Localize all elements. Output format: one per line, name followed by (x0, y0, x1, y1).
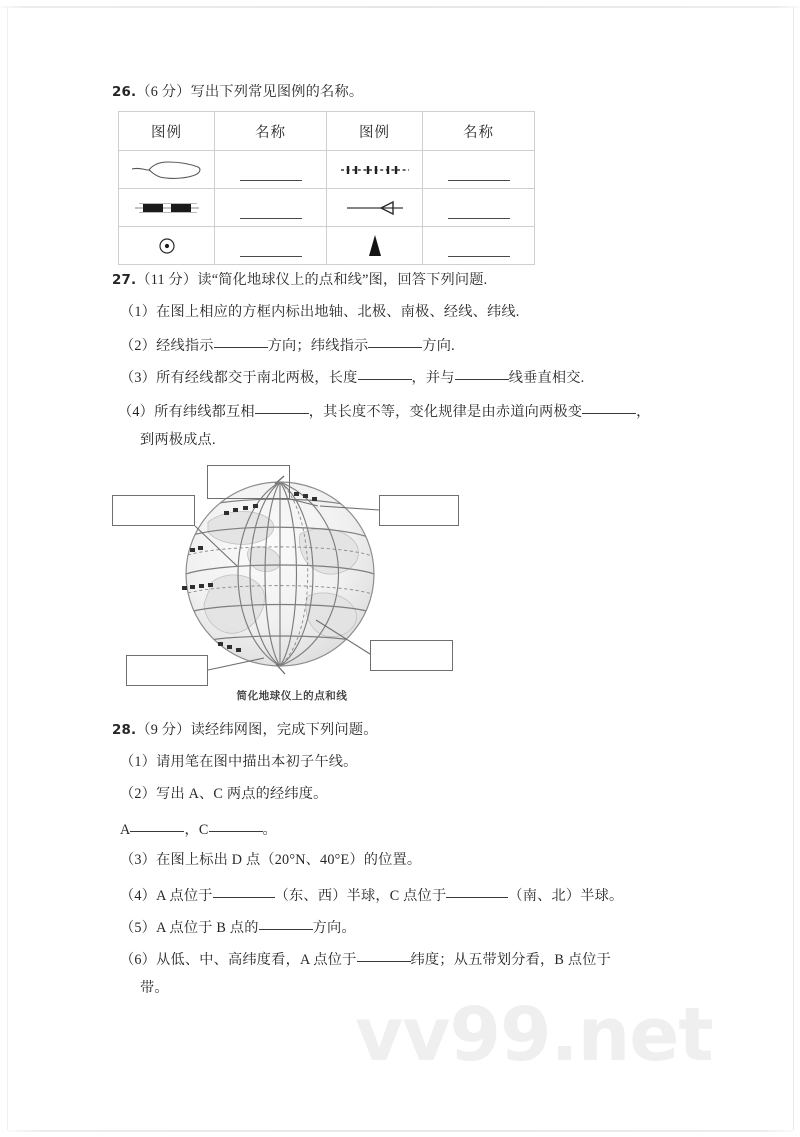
item-label: （6） (120, 952, 157, 968)
answer-blank-cell[interactable] (215, 227, 327, 265)
point-a-label: A (120, 822, 131, 838)
bridge-or-dam-icon (119, 189, 215, 227)
question-27-item-4-cont (140, 432, 216, 449)
railway-line-icon (327, 151, 423, 189)
legend-symbols-table (118, 111, 535, 265)
label-box-latitude[interactable] (370, 640, 453, 671)
answer-blank[interactable] (582, 400, 636, 414)
question-28-item-2 (120, 786, 328, 803)
table-row (119, 227, 535, 265)
question-27-item-3 (120, 366, 584, 387)
page-edge-bottom (7, 1130, 794, 1132)
item-text-mid: 方向；纬线指示 (267, 338, 369, 354)
question-27-number: 27 (112, 273, 132, 288)
item-text-pre: 所有经线都交于南北两极，长度 (156, 370, 358, 386)
city-dot-icon (119, 227, 215, 265)
item-text-pre: A 点位于 B 点的 (156, 920, 259, 936)
page-edge-left (7, 6, 8, 1131)
answer-blank[interactable] (255, 400, 309, 414)
item-text-post: 方向。 (312, 920, 356, 936)
item-text-pre: 经线指示 (156, 338, 214, 354)
label-box-south-pole[interactable] (126, 655, 208, 686)
question-28-item-1 (120, 754, 358, 771)
question-28-prompt: 读经纬网图，完成下列问题。 (190, 722, 378, 738)
item-text-post: 线垂直相交. (508, 370, 585, 386)
item-label: （2） (120, 338, 157, 354)
river-flow-arrow-icon (327, 189, 423, 227)
figure-caption: 简化地球仪上的点和线 (236, 691, 348, 702)
globe-figure (112, 462, 472, 710)
item-text-mid: ，并与 (411, 370, 455, 386)
question-28-item-4 (120, 884, 623, 905)
question-28-heading: 28.（9 分）读经纬网图，完成下列问题。 (112, 722, 378, 738)
item-text-mid: ，其长度不等，变化规律是由赤道向两极变 (308, 404, 583, 420)
answer-blank[interactable] (368, 334, 422, 348)
question-27-item-2 (120, 334, 455, 355)
item-text-mid: （东、西）半球，C 点位于 (274, 888, 447, 904)
item-label: （4） (118, 404, 155, 420)
question-27-heading: 27.（11 分）读“简化地球仪上的点和线”图，回答下列问题. (112, 272, 488, 288)
question-26-number: 26 (112, 85, 132, 100)
item-text: 写出 A、C 两点的经纬度。 (156, 786, 328, 802)
question-27-prompt: 读“简化地球仪上的点和线”图，回答下列问题. (197, 272, 488, 288)
label-box-north-pole[interactable] (207, 465, 290, 499)
item-text: 在图上相应的方框内标出地轴、北极、南极、经线、纬线. (156, 304, 520, 320)
column-header-name-1: 名称 (215, 112, 327, 151)
item-text-post: （南、北）半球。 (508, 888, 624, 904)
column-header-symbol-2: 图例 (327, 112, 423, 151)
answer-blank[interactable] (446, 884, 508, 898)
answer-blank-point-c[interactable] (209, 818, 263, 832)
answer-blank-cell[interactable] (215, 151, 327, 189)
item-text-post: 方向. (422, 338, 455, 354)
question-28-number: 28 (112, 723, 132, 738)
page-edge-top (0, 6, 800, 8)
item-label: （5） (120, 920, 157, 936)
answer-blank[interactable] (358, 366, 412, 380)
answer-blank[interactable] (259, 916, 313, 930)
column-header-name-2: 名称 (423, 112, 535, 151)
page-edge-right (793, 6, 794, 1131)
label-box-longitude[interactable] (379, 495, 459, 526)
answer-blank[interactable] (214, 334, 268, 348)
answer-blank[interactable] (357, 948, 411, 962)
item-text-post: 纬度；从五带划分看，B 点位于 (410, 952, 611, 968)
answer-blank-cell[interactable] (215, 189, 327, 227)
answer-blank-cell[interactable] (423, 227, 535, 265)
question-28-score: （9 分） (136, 722, 191, 738)
item-text: 带。 (140, 980, 169, 996)
item-text-pre: 从低、中、高纬度看，A 点位于 (156, 952, 357, 968)
answer-blank-cell[interactable] (423, 189, 535, 227)
question-28-item-6-cont (140, 980, 169, 997)
question-26-prompt: 写出下列常见图例的名称。 (190, 84, 364, 100)
line-end: 。 (262, 822, 277, 838)
item-label: （3） (120, 852, 157, 868)
item-text-pre: A 点位于 (156, 888, 213, 904)
answer-blank[interactable] (213, 884, 275, 898)
item-label: （4） (120, 888, 157, 904)
item-text: 到两极成点. (140, 432, 216, 448)
item-text-post: ， (636, 404, 651, 420)
column-header-symbol-1: 图例 (119, 112, 215, 151)
item-label: （1） (120, 754, 157, 770)
question-28-item-6 (120, 948, 611, 969)
question-26-heading: 26.（6 分）写出下列常见图例的名称。 (112, 84, 364, 100)
item-label: （1） (120, 304, 157, 320)
question-27-item-1 (120, 304, 520, 321)
answer-blank-point-a[interactable] (130, 818, 184, 832)
item-text-pre: 所有纬线都互相 (154, 404, 255, 420)
item-label: （2） (120, 786, 157, 802)
question-27-score: （11 分） (136, 272, 198, 288)
item-text: 在图上标出 D 点（20°N、40°E）的位置。 (156, 852, 422, 868)
item-text: 请用笔在图中描出本初子午线。 (156, 754, 358, 770)
site-watermark: vv99.net (355, 992, 713, 1078)
label-box-earth-axis[interactable] (112, 495, 195, 526)
point-c-label: ，C (184, 822, 209, 838)
item-label: （3） (120, 370, 157, 386)
table-header-row (119, 112, 535, 151)
answer-blank[interactable] (455, 366, 509, 380)
lake-outline-icon (119, 151, 215, 189)
mountain-peak-icon (327, 227, 423, 265)
question-26-score: （6 分） (136, 84, 191, 100)
table-row (119, 189, 535, 227)
question-28-item-3 (120, 852, 421, 869)
table-row (119, 151, 535, 189)
question-28-item-5 (120, 916, 356, 937)
question-28-answer-line-ac (120, 818, 277, 839)
answer-blank-cell[interactable] (423, 151, 535, 189)
question-27-item-4 (118, 400, 651, 421)
